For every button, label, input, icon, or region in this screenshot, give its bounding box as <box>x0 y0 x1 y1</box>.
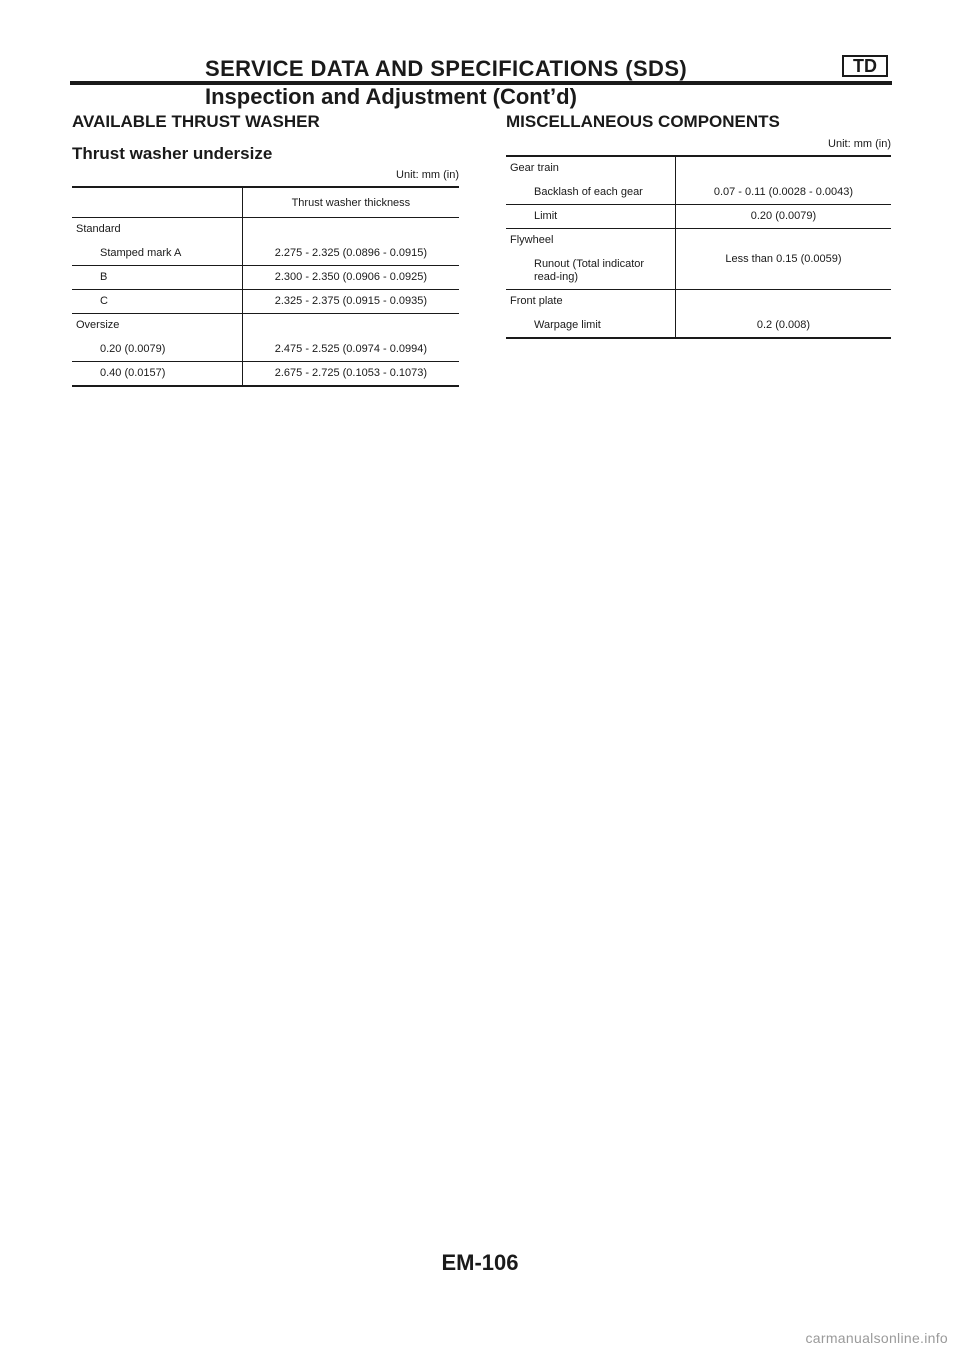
row-label: Limit <box>506 205 675 229</box>
table-row <box>506 181 891 205</box>
watermark-text: carmanualsonline.info <box>805 1330 948 1346</box>
row-value: 2.675 - 2.725 (0.1053 - 0.1073) <box>242 362 459 387</box>
table-header-row <box>72 187 459 218</box>
row-label: Backlash of each gear <box>506 181 675 205</box>
table-cell <box>242 314 459 339</box>
row-value: 0.07 - 0.11 (0.0028 - 0.0043) <box>675 181 891 205</box>
thrust-washer-table <box>72 186 459 387</box>
row-value: 2.475 - 2.525 (0.0974 - 0.0994) <box>242 338 459 362</box>
table-row <box>72 362 459 387</box>
table-cell <box>675 156 891 181</box>
group-label-gear-train: Gear train <box>510 162 559 174</box>
row-value: 0.20 (0.0079) <box>675 205 891 229</box>
table-corner-cell <box>72 187 242 218</box>
group-label-flywheel: Flywheel <box>510 234 554 246</box>
table-row <box>72 290 459 314</box>
row-value: 2.325 - 2.375 (0.0915 - 0.0935) <box>242 290 459 314</box>
group-label-standard: Standard <box>76 223 121 235</box>
row-value: Less than 0.15 (0.0059) <box>675 229 891 290</box>
page-number: EM-106 <box>441 1250 519 1275</box>
table-row <box>506 205 891 229</box>
table-row <box>72 338 459 362</box>
group-label-front-plate: Front plate <box>510 295 563 307</box>
unit-note: Unit: mm (in) <box>396 169 459 181</box>
row-value: 0.2 (0.008) <box>675 314 891 338</box>
table-row <box>72 266 459 290</box>
column-header-thickness: Thrust washer thickness <box>242 187 459 218</box>
section-heading-misc-components: MISCELLANEOUS COMPONENTS <box>506 112 780 131</box>
page-header-title: SERVICE DATA AND SPECIFICATIONS (SDS) <box>205 56 688 81</box>
row-label: 0.20 (0.0079) <box>72 338 242 362</box>
group-label-oversize: Oversize <box>76 319 120 331</box>
table-row <box>506 290 891 315</box>
table-row <box>72 314 459 339</box>
left-column <box>72 112 459 387</box>
table-cell <box>242 218 459 243</box>
table-row <box>72 218 459 243</box>
row-label: B <box>72 266 242 290</box>
section-heading-thrust-washer: AVAILABLE THRUST WASHER <box>72 112 320 131</box>
table-row <box>506 314 891 338</box>
row-label: C <box>72 290 242 314</box>
subsection-heading-undersize: Thrust washer undersize <box>72 144 273 163</box>
row-label: Warpage limit <box>534 319 601 331</box>
misc-components-table <box>506 155 891 339</box>
page-header-subtitle: Inspection and Adjustment (Cont’d) <box>205 84 577 109</box>
table-row <box>506 229 891 254</box>
row-value: 2.300 - 2.350 (0.0906 - 0.0925) <box>242 266 459 290</box>
unit-note: Unit: mm (in) <box>828 138 891 150</box>
model-badge: TD <box>842 55 888 77</box>
row-value: 2.275 - 2.325 (0.0896 - 0.0915) <box>242 242 459 266</box>
right-column <box>506 112 891 339</box>
row-label: Stamped mark A <box>72 242 242 266</box>
row-label: Runout (Total indicator read-ing) <box>506 253 675 290</box>
table-row <box>72 242 459 266</box>
table-cell <box>675 290 891 315</box>
table-row <box>506 156 891 181</box>
row-label: 0.40 (0.0157) <box>100 367 166 379</box>
